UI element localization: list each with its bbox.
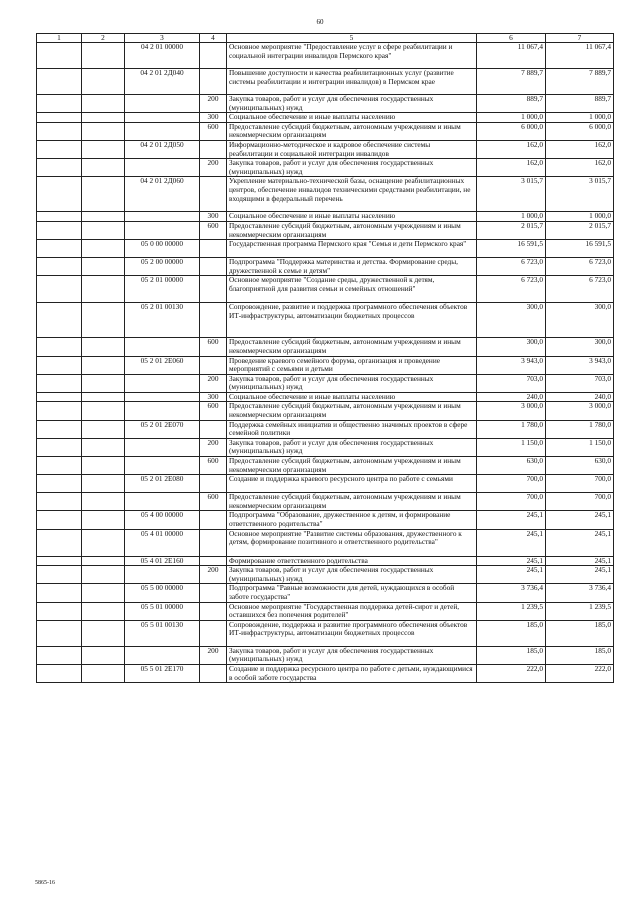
expense-type-code [200, 602, 227, 620]
amount-col6: 185,0 [477, 646, 546, 664]
table-row [37, 402, 614, 420]
target-article-code: 05 2 01 2Е060 [125, 356, 200, 374]
row-name: Закупка товаров, работ и услуг для обеспечения государственных (муниципальных) нужд [227, 159, 477, 177]
row-name: Поддержка семейных инициатив и общественно значимых проектов в сфере семейной политики [227, 420, 477, 438]
table-row [37, 529, 614, 556]
cell-col2 [82, 529, 125, 556]
cell-col2 [82, 664, 125, 682]
amount-col6: 1 000,0 [477, 212, 546, 222]
cell-col1 [37, 602, 82, 620]
amount-col7: 300,0 [546, 338, 614, 356]
expense-type-code [200, 420, 227, 438]
expense-type-code: 600 [200, 493, 227, 511]
table-row [37, 303, 614, 338]
expense-type-code [200, 177, 227, 212]
target-article-code: 04 2 01 2Д060 [125, 177, 200, 212]
cell-col2 [82, 212, 125, 222]
cell-col1 [37, 69, 82, 95]
expense-type-code [200, 529, 227, 556]
cell-col1 [37, 356, 82, 374]
row-name: Закупка товаров, работ и услуг для обеспечения государственных (муниципальных) нужд [227, 646, 477, 664]
cell-col1 [37, 556, 82, 566]
target-article-code [125, 566, 200, 584]
amount-col6: 222,0 [477, 664, 546, 682]
table-row [37, 177, 614, 212]
table-row [37, 493, 614, 511]
target-article-code: 05 2 00 00000 [125, 258, 200, 276]
amount-col7: 245,1 [546, 556, 614, 566]
amount-col7: 240,0 [546, 392, 614, 402]
expense-type-code: 200 [200, 566, 227, 584]
row-name: Основное мероприятие "Предоставление услуг в сфере реабилитации и социальной интеграции инвалидов Пермского края" [227, 43, 477, 69]
column-header: 3 [125, 34, 200, 43]
table-row [37, 221, 614, 239]
amount-col6: 245,1 [477, 566, 546, 584]
cell-col1 [37, 122, 82, 140]
amount-col6: 1 780,0 [477, 420, 546, 438]
expense-type-code [200, 69, 227, 95]
row-name: Предоставление субсидий бюджетным, автономным учреждениям и иным некоммерческим организациям [227, 457, 477, 475]
row-name: Социальное обеспечение и иные выплаты населению [227, 212, 477, 222]
amount-col7: 630,0 [546, 457, 614, 475]
target-article-code [125, 392, 200, 402]
footer-code: 5865-16 [35, 880, 55, 886]
amount-col7: 1 239,5 [546, 602, 614, 620]
cell-col1 [37, 258, 82, 276]
amount-col6: 16 591,5 [477, 240, 546, 258]
amount-col6: 2 015,7 [477, 221, 546, 239]
cell-col2 [82, 493, 125, 511]
amount-col7: 6 000,0 [546, 122, 614, 140]
amount-col7: 1 150,0 [546, 438, 614, 456]
target-article-code: 05 4 01 00000 [125, 529, 200, 556]
cell-col1 [37, 177, 82, 212]
table-row [37, 374, 614, 392]
amount-col7: 703,0 [546, 374, 614, 392]
amount-col7: 300,0 [546, 303, 614, 338]
target-article-code [125, 212, 200, 222]
table-row [37, 556, 614, 566]
expense-type-code: 300 [200, 212, 227, 222]
row-name: Подпрограмма "Образование, дружественное к детям, и формирование ответственного родительства" [227, 511, 477, 529]
cell-col1 [37, 43, 82, 69]
column-header: 2 [82, 34, 125, 43]
expense-type-code: 200 [200, 438, 227, 456]
target-article-code: 05 5 01 00130 [125, 620, 200, 646]
amount-col6: 185,0 [477, 620, 546, 646]
amount-col7: 3 015,7 [546, 177, 614, 212]
expense-type-code [200, 511, 227, 529]
expense-type-code: 300 [200, 392, 227, 402]
amount-col7: 3 000,0 [546, 402, 614, 420]
table-row [37, 43, 614, 69]
target-article-code: 05 0 00 00000 [125, 240, 200, 258]
cell-col1 [37, 276, 82, 303]
table-row [37, 356, 614, 374]
amount-col7: 700,0 [546, 475, 614, 493]
cell-col2 [82, 620, 125, 646]
cell-col1 [37, 646, 82, 664]
cell-col2 [82, 420, 125, 438]
amount-col6: 162,0 [477, 140, 546, 158]
target-article-code: 05 4 01 2Е160 [125, 556, 200, 566]
cell-col1 [37, 475, 82, 493]
cell-col2 [82, 95, 125, 113]
amount-col7: 6 723,0 [546, 258, 614, 276]
amount-col6: 1 239,5 [477, 602, 546, 620]
row-name: Социальное обеспечение и иные выплаты населению [227, 392, 477, 402]
table-row [37, 602, 614, 620]
row-name: Предоставление субсидий бюджетным, автономным учреждениям и иным некоммерческим организациям [227, 493, 477, 511]
table-row [37, 646, 614, 664]
row-name: Информационно-методическое и кадровое обеспечение системы реабилитации и социальной интеграции инвалидов [227, 140, 477, 158]
table-row [37, 212, 614, 222]
row-name: Основное мероприятие "Создание среды, дружественной к детям, благоприятной для развития семьи и семейных отношений" [227, 276, 477, 303]
expense-type-code [200, 140, 227, 158]
row-name: Укрепление материально-технической базы, оснащение реабилитационных центров, обеспечение инвалидов техническими средствами реабилитации, не входящими в федеральный перечень [227, 177, 477, 212]
row-name: Закупка товаров, работ и услуг для обеспечения государственных (муниципальных) нужд [227, 374, 477, 392]
expense-type-code [200, 356, 227, 374]
target-article-code [125, 122, 200, 140]
amount-col7: 162,0 [546, 159, 614, 177]
target-article-code [125, 221, 200, 239]
table-row [37, 511, 614, 529]
expense-type-code [200, 584, 227, 602]
target-article-code: 05 2 01 00130 [125, 303, 200, 338]
cell-col2 [82, 159, 125, 177]
header-row [37, 34, 614, 43]
target-article-code [125, 113, 200, 123]
row-name: Предоставление субсидий бюджетным, автономным учреждениям и иным некоммерческим организациям [227, 221, 477, 239]
row-name: Подпрограмма "Поддержка материнства и детства. Формирование среды, дружественной к семье и детям" [227, 258, 477, 276]
expense-type-code: 200 [200, 646, 227, 664]
expense-type-code [200, 303, 227, 338]
amount-col7: 1 000,0 [546, 212, 614, 222]
expense-type-code [200, 664, 227, 682]
cell-col1 [37, 374, 82, 392]
amount-col6: 700,0 [477, 493, 546, 511]
expense-type-code [200, 475, 227, 493]
table-row [37, 420, 614, 438]
expense-type-code [200, 43, 227, 69]
amount-col6: 3 943,0 [477, 356, 546, 374]
cell-col2 [82, 338, 125, 356]
amount-col7: 3 943,0 [546, 356, 614, 374]
cell-col2 [82, 511, 125, 529]
cell-col2 [82, 276, 125, 303]
amount-col6: 1 150,0 [477, 438, 546, 456]
expense-type-code: 600 [200, 457, 227, 475]
cell-col2 [82, 566, 125, 584]
cell-col2 [82, 177, 125, 212]
cell-col2 [82, 584, 125, 602]
cell-col2 [82, 457, 125, 475]
row-name: Повышение доступности и качества реабилитационных услуг (развитие системы реабилитации и интеграции инвалидов) в Пермском крае [227, 69, 477, 95]
budget-table [36, 33, 614, 683]
amount-col6: 11 067,4 [477, 43, 546, 69]
cell-col2 [82, 69, 125, 95]
cell-col1 [37, 457, 82, 475]
amount-col7: 245,1 [546, 529, 614, 556]
amount-col7: 2 015,7 [546, 221, 614, 239]
cell-col2 [82, 556, 125, 566]
cell-col2 [82, 113, 125, 123]
cell-col1 [37, 566, 82, 584]
target-article-code: 05 5 00 00000 [125, 584, 200, 602]
table-row [37, 584, 614, 602]
cell-col1 [37, 664, 82, 682]
amount-col6: 630,0 [477, 457, 546, 475]
cell-col1 [37, 511, 82, 529]
target-article-code [125, 95, 200, 113]
cell-col2 [82, 221, 125, 239]
amount-col7: 6 723,0 [546, 276, 614, 303]
expense-type-code: 300 [200, 113, 227, 123]
cell-col2 [82, 356, 125, 374]
amount-col7: 185,0 [546, 646, 614, 664]
expense-type-code: 600 [200, 338, 227, 356]
row-name: Сопровождение, поддержка и развитие программного обеспечения объектов ИТ-инфраструктуры, автоматизации бюджетных процессов [227, 620, 477, 646]
amount-col7: 889,7 [546, 95, 614, 113]
amount-col6: 162,0 [477, 159, 546, 177]
row-name: Подпрограмма "Равные возможности для детей, нуждающихся в особой заботе государства" [227, 584, 477, 602]
target-article-code: 04 2 01 00000 [125, 43, 200, 69]
amount-col7: 7 889,7 [546, 69, 614, 95]
cell-col1 [37, 95, 82, 113]
row-name: Закупка товаров, работ и услуг для обеспечения государственных (муниципальных) нужд [227, 566, 477, 584]
amount-col6: 6 000,0 [477, 122, 546, 140]
amount-col6: 6 723,0 [477, 258, 546, 276]
amount-col6: 1 000,0 [477, 113, 546, 123]
expense-type-code [200, 620, 227, 646]
expense-type-code: 600 [200, 221, 227, 239]
table-row [37, 438, 614, 456]
amount-col6: 245,1 [477, 556, 546, 566]
table-row [37, 140, 614, 158]
cell-col2 [82, 43, 125, 69]
table-row [37, 664, 614, 682]
target-article-code [125, 493, 200, 511]
table-row [37, 338, 614, 356]
cell-col2 [82, 140, 125, 158]
row-name: Основное мероприятие "Развитие системы образования, дружественного к детям, формирование позитивного и ответственного родительства" [227, 529, 477, 556]
expense-type-code [200, 240, 227, 258]
cell-col2 [82, 392, 125, 402]
amount-col6: 7 889,7 [477, 69, 546, 95]
column-header: 7 [546, 34, 614, 43]
target-article-code [125, 438, 200, 456]
cell-col1 [37, 338, 82, 356]
target-article-code: 05 2 01 2Е080 [125, 475, 200, 493]
table-row [37, 122, 614, 140]
cell-col1 [37, 140, 82, 158]
row-name: Социальное обеспечение и иные выплаты населению [227, 113, 477, 123]
amount-col6: 3 015,7 [477, 177, 546, 212]
cell-col1 [37, 303, 82, 338]
cell-col1 [37, 620, 82, 646]
expense-type-code [200, 258, 227, 276]
amount-col6: 6 723,0 [477, 276, 546, 303]
amount-col7: 1 000,0 [546, 113, 614, 123]
page-number: 60 [316, 18, 324, 26]
row-name: Государственная программа Пермского края "Семья и дети Пермского края" [227, 240, 477, 258]
row-name: Закупка товаров, работ и услуг для обеспечения государственных (муниципальных) нужд [227, 95, 477, 113]
cell-col2 [82, 122, 125, 140]
expense-type-code: 200 [200, 159, 227, 177]
row-name: Формирование ответственного родительства [227, 556, 477, 566]
cell-col2 [82, 646, 125, 664]
table-row [37, 392, 614, 402]
column-header: 6 [477, 34, 546, 43]
cell-col1 [37, 584, 82, 602]
amount-col6: 703,0 [477, 374, 546, 392]
row-name: Закупка товаров, работ и услуг для обеспечения государственных (муниципальных) нужд [227, 438, 477, 456]
cell-col1 [37, 212, 82, 222]
cell-col1 [37, 159, 82, 177]
table-row [37, 159, 614, 177]
cell-col2 [82, 303, 125, 338]
amount-col7: 245,1 [546, 511, 614, 529]
amount-col6: 889,7 [477, 95, 546, 113]
cell-col2 [82, 258, 125, 276]
row-name: Создание и поддержка краевого ресурсного центра по работе с семьями [227, 475, 477, 493]
amount-col7: 3 736,4 [546, 584, 614, 602]
table-row [37, 113, 614, 123]
amount-col6: 300,0 [477, 303, 546, 338]
amount-col6: 245,1 [477, 529, 546, 556]
cell-col1 [37, 529, 82, 556]
expense-type-code [200, 556, 227, 566]
expense-type-code: 200 [200, 95, 227, 113]
amount-col7: 11 067,4 [546, 43, 614, 69]
target-article-code: 05 5 01 2Е170 [125, 664, 200, 682]
table-row [37, 69, 614, 95]
row-name: Создание и поддержка ресурсного центра по работе с детьми, нуждающимися в особой заботе государства [227, 664, 477, 682]
expense-type-code: 600 [200, 402, 227, 420]
table-row [37, 240, 614, 258]
row-name: Основное мероприятие "Государственная поддержка детей-сирот и детей, оставшихся без попечения родителей" [227, 602, 477, 620]
row-name: Сопровождение, развитие и поддержка программного обеспечения объектов ИТ-инфраструктуры, автоматизации бюджетных процессов [227, 303, 477, 338]
amount-col7: 162,0 [546, 140, 614, 158]
cell-col2 [82, 602, 125, 620]
row-name: Проведение краевого семейного форума, организация и проведение мероприятий с семьями и детьми [227, 356, 477, 374]
table-row [37, 457, 614, 475]
target-article-code: 05 4 00 00000 [125, 511, 200, 529]
target-article-code [125, 402, 200, 420]
row-name: Предоставление субсидий бюджетным, автономным учреждениям и иным некоммерческим организациям [227, 338, 477, 356]
target-article-code: 05 5 01 00000 [125, 602, 200, 620]
target-article-code: 05 2 01 2Е070 [125, 420, 200, 438]
cell-col1 [37, 221, 82, 239]
expense-type-code: 600 [200, 122, 227, 140]
table-row [37, 258, 614, 276]
expense-type-code [200, 276, 227, 303]
cell-col1 [37, 240, 82, 258]
amount-col7: 16 591,5 [546, 240, 614, 258]
amount-col7: 700,0 [546, 493, 614, 511]
cell-col1 [37, 113, 82, 123]
table-row [37, 276, 614, 303]
table-row [37, 95, 614, 113]
target-article-code: 04 2 01 2Д040 [125, 69, 200, 95]
table-row [37, 566, 614, 584]
column-header: 1 [37, 34, 82, 43]
row-name: Предоставление субсидий бюджетным, автономным учреждениям и иным некоммерческим организациям [227, 122, 477, 140]
cell-col1 [37, 392, 82, 402]
cell-col2 [82, 374, 125, 392]
cell-col2 [82, 475, 125, 493]
amount-col6: 3 736,4 [477, 584, 546, 602]
amount-col6: 3 000,0 [477, 402, 546, 420]
cell-col2 [82, 438, 125, 456]
amount-col7: 185,0 [546, 620, 614, 646]
target-article-code [125, 646, 200, 664]
cell-col2 [82, 402, 125, 420]
target-article-code [125, 374, 200, 392]
cell-col2 [82, 240, 125, 258]
table-row [37, 475, 614, 493]
table-row [37, 620, 614, 646]
cell-col1 [37, 402, 82, 420]
cell-col1 [37, 493, 82, 511]
amount-col6: 240,0 [477, 392, 546, 402]
expense-type-code: 200 [200, 374, 227, 392]
amount-col7: 222,0 [546, 664, 614, 682]
amount-col6: 300,0 [477, 338, 546, 356]
target-article-code: 04 2 01 2Д050 [125, 140, 200, 158]
amount-col7: 1 780,0 [546, 420, 614, 438]
column-header: 4 [200, 34, 227, 43]
cell-col1 [37, 420, 82, 438]
target-article-code [125, 457, 200, 475]
amount-col6: 245,1 [477, 511, 546, 529]
cell-col1 [37, 438, 82, 456]
target-article-code: 05 2 01 00000 [125, 276, 200, 303]
column-header: 5 [227, 34, 477, 43]
row-name: Предоставление субсидий бюджетным, автономным учреждениям и иным некоммерческим организациям [227, 402, 477, 420]
amount-col6: 700,0 [477, 475, 546, 493]
target-article-code [125, 338, 200, 356]
amount-col7: 245,1 [546, 566, 614, 584]
target-article-code [125, 159, 200, 177]
